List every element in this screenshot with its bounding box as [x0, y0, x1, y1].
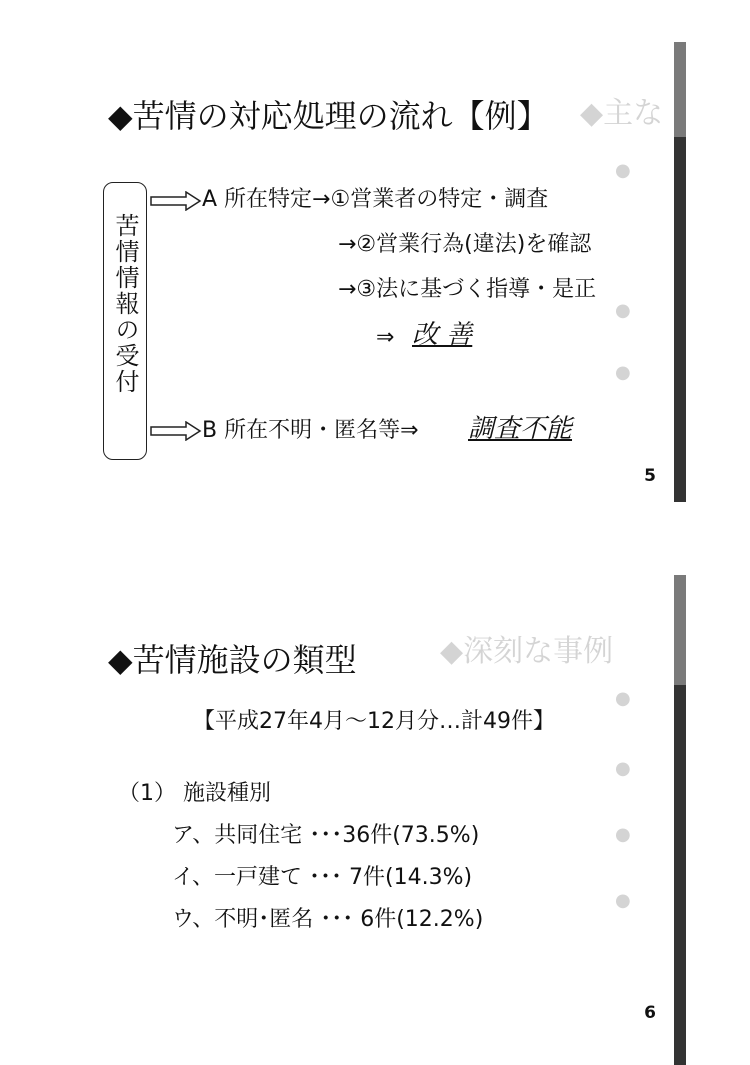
slide-edge-bar	[674, 575, 686, 1065]
result-not-investigable: 調査不能	[468, 414, 573, 444]
slide-5	[0, 0, 750, 520]
list-item: ウ、不明･匿名 ･･･ 6件(12.2%)	[172, 907, 484, 932]
row-a: A 所在特定→①営業者の特定・調査	[202, 187, 549, 212]
slide-6	[0, 540, 750, 1065]
complaint-intake-box	[103, 182, 147, 460]
slide-title: ◆苦情の対応処理の流れ【例】	[108, 97, 549, 135]
row-step-3: →③法に基づく指導・是正	[338, 277, 597, 302]
bleed-through-text: ●	[615, 160, 631, 181]
bleed-through-text: ◆深刻な事例	[440, 634, 614, 669]
page-number: 5	[644, 466, 656, 486]
section-heading: （1） 施設種別	[118, 781, 271, 806]
complaint-intake-label: 苦情情報の受付	[111, 213, 139, 395]
bleed-through-text: ●	[615, 758, 631, 779]
bleed-through-text: ●	[615, 300, 631, 321]
row-step-2: →②営業行為(違法)を確認	[338, 232, 592, 257]
result-arrow: ⇒	[376, 325, 395, 350]
list-item: イ、一戸建て ･･･ 7件(14.3%)	[172, 865, 473, 890]
slide-edge-bar	[674, 42, 686, 502]
bleed-through-text: ●	[615, 824, 631, 845]
bleed-through-text: ●	[615, 890, 631, 911]
page-number: 6	[644, 1003, 656, 1023]
list-item: ア、共同住宅 ･･･36件(73.5%)	[172, 823, 480, 848]
result-improvement: 改 善	[412, 320, 473, 350]
row-b: B 所在不明・匿名等⇒	[202, 418, 419, 443]
outline-arrow-icon	[150, 191, 202, 211]
bleed-through-text: ●	[615, 362, 631, 383]
bleed-through-text: ◆主な	[580, 96, 664, 131]
period-heading: 【平成27年4月～12月分…計49件】	[193, 709, 555, 734]
bleed-through-text: ●	[615, 688, 631, 709]
outline-arrow-icon	[150, 421, 202, 441]
slide-title: ◆苦情施設の類型	[108, 641, 357, 679]
